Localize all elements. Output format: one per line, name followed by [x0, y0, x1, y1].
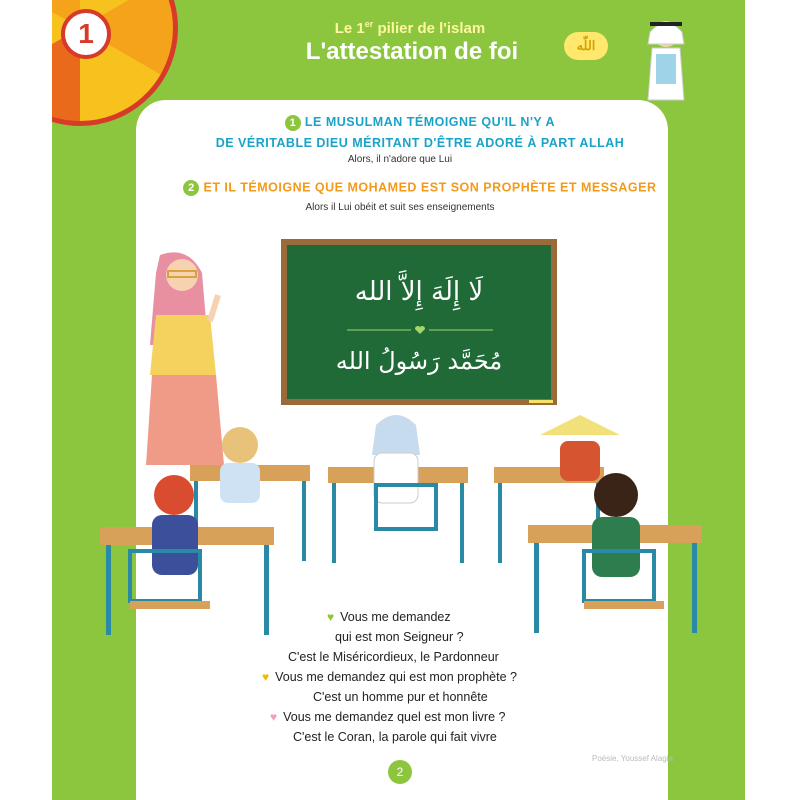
desk-back-right — [494, 467, 604, 563]
poem-line-5: C'est un homme pur et honnête — [313, 690, 488, 704]
poem-line-3: C'est le Miséricordieux, le Pardonneur — [288, 650, 499, 664]
poem-line-4-text: Vous me demandez qui est mon prophète ? — [275, 670, 517, 684]
page-title: L'attestation de foi — [305, 38, 519, 65]
student-front-right — [592, 473, 640, 577]
heart-icon-pink: ♥ — [270, 710, 278, 724]
subtitle-pre: Le 1 — [334, 20, 365, 37]
poem-line-1-text: Vous me demandez — [340, 610, 451, 624]
pillar-2-line1: ET IL TÉMOIGNE QUE MOHAMED EST SON PROPHÈTE ET MESSAGER — [203, 180, 657, 195]
poem-line-2: qui est mon Seigneur ? — [335, 630, 464, 644]
poem-line-4 — [262, 670, 517, 684]
boy-illustration — [640, 14, 692, 104]
board-shahada-line2: مُحَمَّد رَسُولُ الله — [335, 347, 503, 375]
pillar-number: 1 — [61, 9, 111, 59]
pillar-1-subtext: Alors, il n'adore que Lui — [347, 154, 453, 165]
header-subtitle — [300, 19, 520, 37]
subtitle-sup: er — [364, 19, 374, 29]
poem-line-7: C'est le Coran, la parole qui fait vivre — [293, 730, 497, 744]
page-number: 2 — [388, 760, 412, 784]
student-back-middle — [372, 415, 420, 503]
pillar-1 — [140, 112, 700, 154]
pillar-2 — [140, 180, 700, 196]
student-back-left — [220, 427, 260, 503]
heart-icon-green: ♥ — [327, 610, 335, 624]
board-shahada-line1: لَا إِلَهَ إِلاَّ الله — [354, 277, 484, 307]
teacher — [146, 252, 224, 465]
student-front-left — [152, 475, 198, 575]
poem-line-6-text: Vous me demandez quel est mon livre ? — [283, 710, 506, 724]
pillar-1-line1: LE MUSULMAN TÉMOIGNE QU'IL N'Y A — [304, 115, 556, 129]
poem-line-6 — [270, 710, 505, 724]
pillar-2-subtext: Alors il Lui obéit et suit ses enseignements — [305, 202, 495, 213]
poem-credit: Poésie, Youssef Alagia — [592, 754, 673, 763]
pillar-2-number: 2 — [183, 180, 199, 196]
allah-badge: اللّه — [564, 32, 608, 60]
pillar-1-number: 1 — [285, 115, 301, 131]
poem-line-1 — [327, 610, 451, 624]
heart-icon-yellow: ♥ — [262, 670, 270, 684]
subtitle-post: pilier de l'islam — [373, 20, 486, 37]
pillar-1-line2: DE VÉRITABLE DIEU MÉRITANT D'ÊTRE ADORÉ À PART ALLAH — [215, 136, 625, 150]
